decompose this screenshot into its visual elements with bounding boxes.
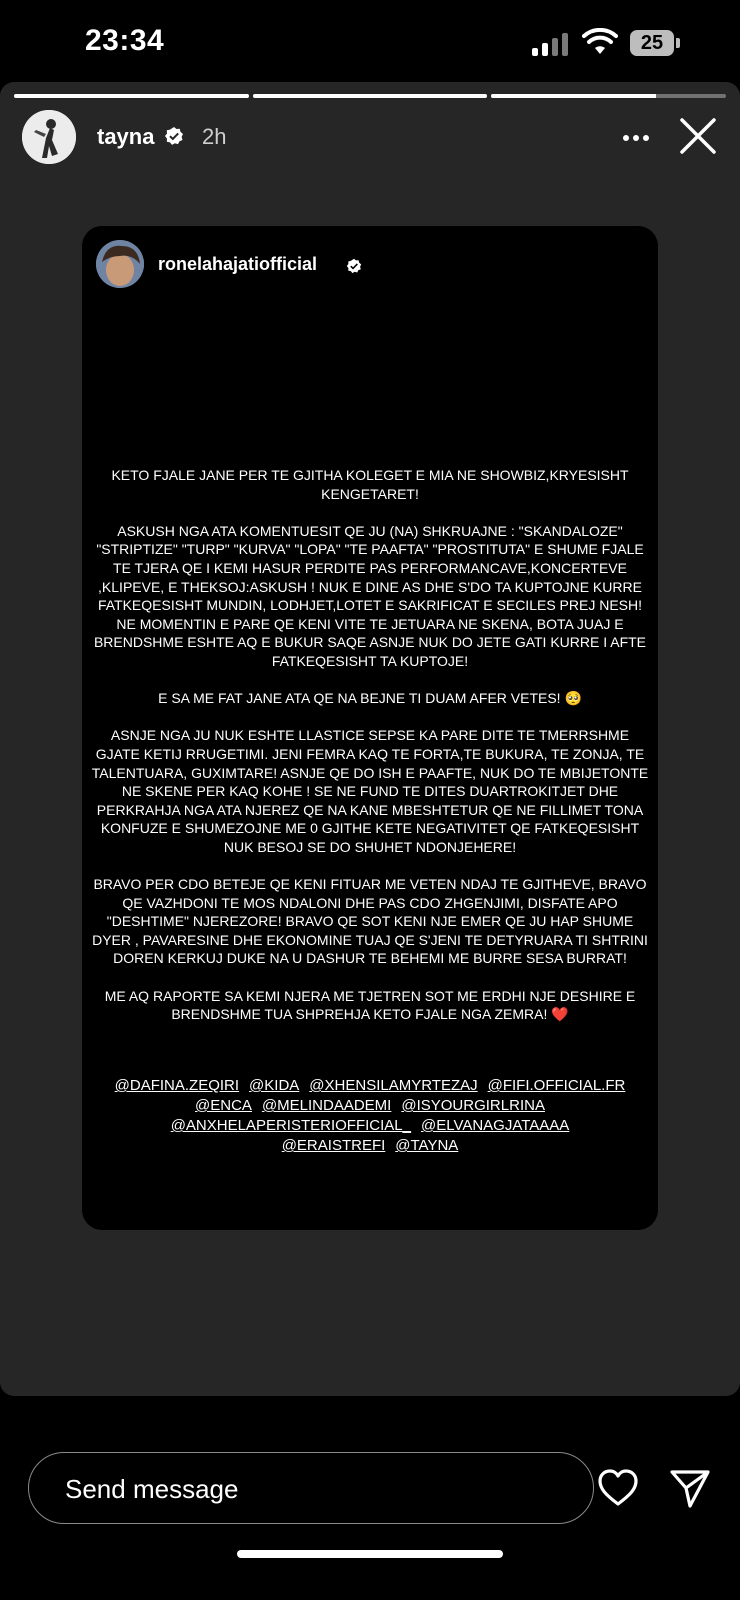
story-message — [90, 466, 650, 1042]
mention-link[interactable]: @MELINDAADEMI — [261, 1097, 392, 1114]
progress-segment — [491, 94, 726, 98]
mention-link[interactable]: @XHENSILAMYRTEZAJ — [309, 1077, 478, 1094]
heart-icon[interactable] — [596, 1466, 640, 1510]
mentions-line — [90, 1076, 650, 1096]
mention-link[interactable]: @DAFINA.ZEQIRI — [114, 1077, 240, 1094]
send-icon[interactable] — [668, 1466, 712, 1510]
verified-badge-icon — [164, 126, 184, 146]
repost-username[interactable]: ronelahajatiofficial — [158, 254, 318, 274]
verified-badge-icon — [346, 258, 362, 274]
close-icon[interactable] — [676, 110, 720, 162]
message-paragraph: ASKUSH NGA ATA KOMENTUESIT QE JU (NA) SHKRUAJNE : "SKANDALOZE" "STRIPTIZE" "TURP" "KURVA" "LOPA" "TE PAAFTA" "PROSTITUTA" E SHUME FJALE TE TJERA QE I KEMI HASUR PERDITE PAS PERFORMANCAVE,KONCERTEVE ,KLIPEVE, E THEKSOJ:ASKUSH ! NUK E DINE AS DHE S'DO TA KUPTOJNE KURRE FATKEQESISHT MUNDIN, LODHJET,LOTET E SAKRIFICAT E SECILES PREJ NESH! NE MOMENTIN E PARE QE KENI VITE TE JETUARA NE SKENA, BOTA JUAJ E BRENDSHME ESHTE AQ E BUKUR SAQE ASNJE NUK DO JETE GATI KURRE I AFTE FATKEQESISHT TA KUPTOJE! — [93, 522, 647, 669]
status-bar — [0, 0, 740, 82]
battery-icon — [630, 30, 680, 56]
story-time: 2h — [202, 124, 227, 149]
send-message-placeholder: Send message — [65, 1474, 239, 1504]
more-options-icon[interactable] — [618, 120, 654, 156]
story-header — [20, 110, 720, 166]
home-indicator — [237, 1550, 503, 1558]
shared-story-card[interactable] — [82, 226, 658, 1230]
repost-avatar[interactable] — [96, 240, 144, 288]
message-paragraph: ME AQ RAPORTE SA KEMI NJERA ME TJETREN SOT ME ERDHI NJE DESHIRE E BRENDSHME TUA SHPREHJA KETO FJALE NGA ZEMRA! ❤️ — [104, 987, 636, 1023]
story-progress — [14, 94, 726, 98]
mention-link[interactable]: @ANXHELAPERISTERIOFFICIAL_ — [170, 1117, 411, 1134]
wifi-icon — [582, 28, 618, 56]
message-paragraph: ASNJE NGA JU NUK ESHTE LLASTICE SEPSE KA PARE DITE TE TMERRSHME GJATE KETIJ RRUGETIMI. JENI FEMRA KAQ TE FORTA,TE BUKURA, TE ZONJA, TE TALENTUARA, GUXIMTARE! ASNJE QE DO ISH E PAAFTE, NUK DO TE MBIJETONTE NE SKENE PER KAQ KOHE ! SE NE FUND TE DITES DUARTROKITJET DHE PERKRAHJA NGA ATA NJEREZ QE NA KANE MBESHTETUR QE NE FILLIMET TONA KONFUZE E SHUMEZOJNE ME 0 GJITHE KETE NEGATIVITET QE FATKEQESISHT NUK BESOJ SE DO SHUHET NDONJEHERE! — [91, 727, 649, 855]
mention-link[interactable]: @ENCA — [195, 1097, 252, 1114]
battery-level: 25 — [630, 30, 674, 56]
story-username[interactable]: tayna — [97, 124, 155, 149]
mention-link[interactable]: @ERAISTREFI — [281, 1137, 386, 1154]
mention-link[interactable]: @TAYNA — [395, 1137, 459, 1154]
progress-segment — [14, 94, 249, 98]
message-paragraph: KETO FJALE JANE PER TE GJITHA KOLEGET E MIA NE SHOWBIZ,KRYESISHT KENGETARET! — [111, 467, 629, 502]
mention-link[interactable]: @ISYOURGIRLRINA — [401, 1097, 545, 1114]
story-footer — [0, 1396, 740, 1600]
mention-link[interactable]: @KIDA — [249, 1077, 300, 1094]
mentions-block — [90, 1076, 650, 1156]
mentions-line — [90, 1136, 650, 1156]
send-message-input[interactable] — [28, 1452, 594, 1524]
message-paragraph: BRAVO PER CDO BETEJE QE KENI FITUAR ME VETEN NDAJ TE GJITHEVE, BRAVO QE VAZHDONI TE MOS NDALONI DHE PAS CDO ZHGENJIMI, DISFATE APO "DESHTIME" NJEREZORE! BRAVO QE SOT KENI NJE EMER QE JU HAP SHUME DYER , PAVARESINE DHE EKONOMINE TUAJ QE S'JENI TE DETYRUARA TI SHTRINI DOREN KERKUJ DUKE NA U DASHUR TE BEHEMI ME BURRE SESA BURRAT! — [92, 876, 648, 967]
mention-link[interactable]: @FIFI.OFFICIAL.FR — [487, 1077, 626, 1094]
status-time: 23:34 — [85, 24, 165, 57]
progress-segment — [253, 94, 488, 98]
story-viewer[interactable] — [0, 82, 740, 1396]
mentions-line — [90, 1116, 650, 1136]
mention-link[interactable]: @ELVANAGJATAAAA — [420, 1117, 570, 1134]
avatar[interactable] — [22, 110, 76, 164]
mentions-line — [90, 1096, 650, 1116]
cellular-signal-icon — [532, 32, 572, 56]
message-paragraph: E SA ME FAT JANE ATA QE NA BEJNE TI DUAM AFER VETES! 🥺 — [158, 690, 582, 707]
